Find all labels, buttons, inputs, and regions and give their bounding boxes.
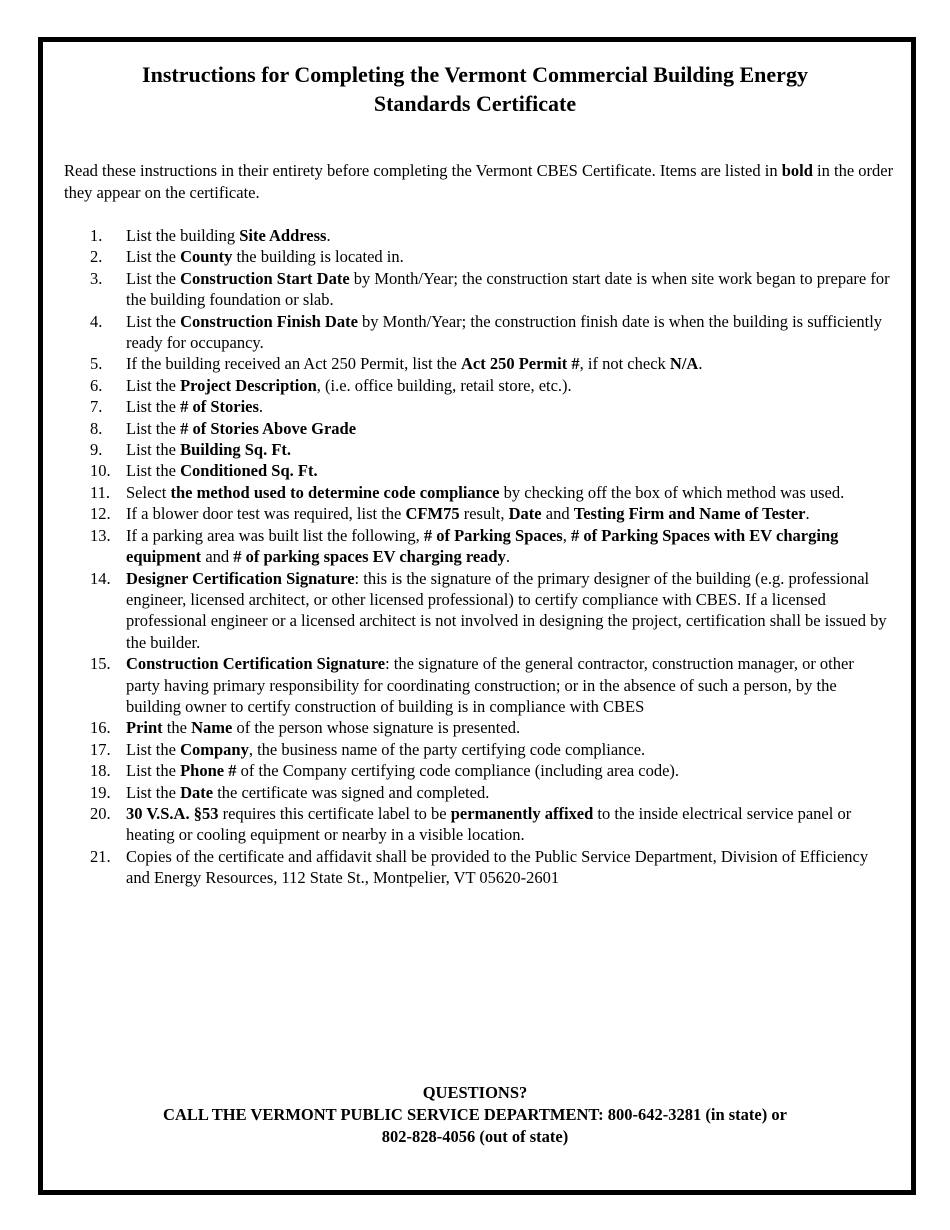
item-text: the building is located in. xyxy=(232,247,404,267)
item-text: . xyxy=(805,504,810,524)
item-bold: # of Parking Spaces xyxy=(423,525,563,545)
item-number: 11. xyxy=(90,482,111,502)
item-text: Select xyxy=(126,482,171,502)
item-bold: Date xyxy=(508,504,542,524)
instruction-item xyxy=(90,439,890,460)
item-bold: Construction Start Date xyxy=(180,268,350,288)
item-text: . xyxy=(698,354,703,374)
item-bold: Print xyxy=(126,718,163,738)
intro-bold-word: bold xyxy=(781,161,813,180)
item-text: : the signature of the general contractor, construction manager, or other party having primary responsibility for coordinating construction; or in the absence of such a person, by the building owner to certify construction of building is in compliance with CBES xyxy=(126,654,854,716)
item-bold: N/A xyxy=(669,354,699,374)
page-title xyxy=(0,60,950,118)
item-text: List the xyxy=(126,311,181,331)
item-text: List the xyxy=(126,397,181,417)
item-text: If a parking area was built list the following, xyxy=(126,525,424,545)
item-bold: Name xyxy=(191,718,233,738)
item-text: by checking off the box of which method was used. xyxy=(499,482,845,502)
item-bold: 30 V.S.A. §53 xyxy=(126,803,219,823)
item-number: 18. xyxy=(90,761,111,781)
instruction-item xyxy=(90,353,890,374)
item-text: to the inside electrical service panel or heating or cooling equipment or nearby in a visible location. xyxy=(126,803,852,845)
item-text: List the xyxy=(126,268,181,288)
item-number: 19. xyxy=(90,782,111,802)
item-bold: Construction Certification Signature xyxy=(126,654,386,674)
item-bold: Phone # xyxy=(180,761,237,781)
item-number: 13. xyxy=(90,525,111,545)
item-text: : this is the signature of the primary designer of the building (e.g. professional engineer, licensed architect, or other licensed professional) to certify compliance with CBES. If a licensed professional engineer or a licensed architect is not involved in designing the project, certification shall be issued by the builder. xyxy=(126,568,887,652)
item-bold: Project Description xyxy=(180,375,317,395)
item-number: 4. xyxy=(90,311,103,331)
item-bold: the method used to determine code compliance xyxy=(170,482,500,502)
item-bold: Testing Firm and Name of Tester xyxy=(573,504,806,524)
instruction-item xyxy=(90,460,890,481)
item-number: 14. xyxy=(90,568,111,588)
instruction-item xyxy=(90,418,890,439)
item-text: . xyxy=(258,397,264,417)
item-text: List the xyxy=(126,375,181,395)
item-text: of the person whose signature is presented. xyxy=(232,718,521,738)
instruction-item xyxy=(90,739,890,760)
item-text: the xyxy=(162,718,192,738)
intro-text-2: in the order they appear on the certificate. xyxy=(64,161,894,202)
item-text: the certificate was signed and completed. xyxy=(213,782,490,802)
instruction-item xyxy=(90,375,890,396)
instruction-item xyxy=(90,482,890,503)
item-bold: Site Address xyxy=(239,226,327,245)
item-text: . xyxy=(326,226,331,245)
instruction-item xyxy=(90,782,890,803)
item-text: List the xyxy=(126,739,181,759)
item-text: , xyxy=(562,525,571,545)
item-text: requires this certificate label to be xyxy=(218,803,451,823)
item-number: 1. xyxy=(90,226,103,245)
item-number: 16. xyxy=(90,718,111,738)
item-bold: Company xyxy=(180,739,249,759)
item-text: List the xyxy=(126,461,181,481)
instruction-item xyxy=(90,246,890,267)
item-number: 2. xyxy=(90,247,103,267)
questions-footer xyxy=(0,1082,950,1148)
item-text: result, xyxy=(459,504,509,524)
instruction-item xyxy=(90,568,890,654)
instruction-item xyxy=(90,717,890,738)
instructions-list xyxy=(90,225,890,889)
intro-paragraph xyxy=(64,160,894,204)
item-text: List the xyxy=(126,247,181,267)
item-text: and xyxy=(541,504,574,524)
item-text: by Month/Year; the construction finish date is when the building is sufficiently ready for occupancy. xyxy=(126,311,883,353)
item-number: 9. xyxy=(90,440,103,460)
item-text: by Month/Year; the construction start date is when site work began to prepare for the building foundation or slab. xyxy=(126,268,890,310)
item-text: If a blower door test was required, list the xyxy=(126,504,406,524)
item-text: List the xyxy=(126,761,181,781)
questions-heading: QUESTIONS? xyxy=(422,1083,528,1102)
instruction-item xyxy=(90,311,890,354)
item-number: 21. xyxy=(90,846,111,866)
item-text: . xyxy=(505,547,510,567)
instruction-item xyxy=(90,803,890,846)
item-text: and xyxy=(201,547,234,567)
page-title-line-1: Instructions for Completing the Vermont Commercial Building Energy xyxy=(142,62,808,87)
item-bold: Act 250 Permit # xyxy=(460,354,580,374)
item-text: , (i.e. office building, retail store, etc.). xyxy=(316,375,572,395)
item-number: 8. xyxy=(90,418,103,438)
instruction-item xyxy=(90,396,890,417)
contact-line-1: CALL THE VERMONT PUBLIC SERVICE DEPARTMENT: 800-642-3281 (in state) or xyxy=(163,1105,787,1124)
instruction-item xyxy=(90,268,890,311)
item-text: Copies of the certificate and affidavit shall be provided to the Public Service Department, Division of Efficiency and Energy Resources, 112 State St., Montpelier, VT 05620-2601 xyxy=(126,846,869,888)
instruction-item xyxy=(90,653,890,717)
item-text: List the xyxy=(126,418,181,438)
instruction-item xyxy=(90,760,890,781)
instruction-item xyxy=(90,525,890,568)
item-bold: # of Parking Spaces with EV charging equipment xyxy=(126,525,839,567)
instruction-item xyxy=(90,225,890,246)
contact-line-2: 802-828-4056 (out of state) xyxy=(381,1127,569,1146)
item-bold: # of Stories xyxy=(180,397,259,417)
item-bold: permanently affixed xyxy=(450,803,594,823)
item-text: , if not check xyxy=(579,354,670,374)
intro-text-1: Read these instructions in their entirety before completing the Vermont CBES Certificate. Items are listed in xyxy=(64,161,782,180)
item-number: 5. xyxy=(90,354,103,374)
item-number: 20. xyxy=(90,803,111,823)
item-number: 12. xyxy=(90,504,111,524)
item-bold: # of Stories Above Grade xyxy=(180,418,357,438)
instruction-item xyxy=(90,846,890,889)
item-number: 3. xyxy=(90,268,103,288)
instruction-item xyxy=(90,503,890,524)
item-text: List the xyxy=(126,782,181,802)
item-text: , the business name of the party certifying code compliance. xyxy=(248,739,646,759)
item-text: of the Company certifying code compliance (including area code). xyxy=(236,761,680,781)
item-bold: Conditioned Sq. Ft. xyxy=(180,461,318,481)
item-bold: Building Sq. Ft. xyxy=(180,440,292,460)
item-number: 15. xyxy=(90,654,111,674)
item-text: If the building received an Act 250 Permit, list the xyxy=(126,354,461,374)
item-number: 17. xyxy=(90,739,111,759)
item-bold: County xyxy=(180,247,233,267)
item-bold: Date xyxy=(180,782,214,802)
page-title-line-2: Standards Certificate xyxy=(373,91,577,116)
item-bold: Construction Finish Date xyxy=(180,311,358,331)
item-bold: Designer Certification Signature xyxy=(126,568,355,588)
item-number: 7. xyxy=(90,397,103,417)
item-bold: # of parking spaces EV charging ready xyxy=(233,547,506,567)
item-text: List the xyxy=(126,440,181,460)
item-bold: CFM75 xyxy=(405,504,460,524)
item-text: List the building xyxy=(126,226,240,245)
item-number: 6. xyxy=(90,375,103,395)
item-number: 10. xyxy=(90,461,111,481)
